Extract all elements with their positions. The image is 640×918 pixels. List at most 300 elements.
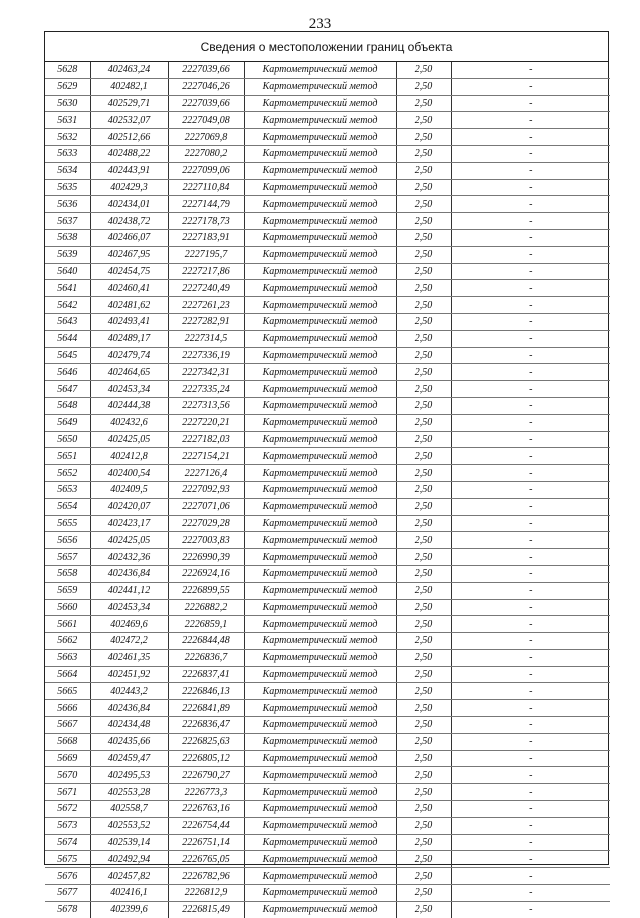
- y-coordinate-cell: 2227342,31: [168, 364, 244, 381]
- table-row: [45, 834, 610, 851]
- y-coordinate-cell: 2227099,06: [168, 162, 244, 179]
- y-coordinate-cell: 2226765,05: [168, 851, 244, 868]
- accuracy-cell: 2,50: [396, 834, 451, 851]
- x-coordinate-cell: 402434,01: [90, 196, 168, 213]
- table-row: [45, 666, 610, 683]
- y-coordinate-cell: 2226836,47: [168, 717, 244, 734]
- point-number-cell: 5644: [45, 330, 90, 347]
- point-number-cell: 5642: [45, 297, 90, 314]
- x-coordinate-cell: 402512,66: [90, 129, 168, 146]
- point-number-cell: 5658: [45, 565, 90, 582]
- accuracy-cell: 2,50: [396, 330, 451, 347]
- accuracy-cell: 2,50: [396, 633, 451, 650]
- point-number-cell: 5677: [45, 885, 90, 902]
- description-cell: -: [451, 280, 610, 297]
- point-number-cell: 5665: [45, 683, 90, 700]
- accuracy-cell: 2,50: [396, 582, 451, 599]
- point-number-cell: 5669: [45, 750, 90, 767]
- method-cell: Картометрический метод: [244, 817, 396, 834]
- description-cell: -: [451, 784, 610, 801]
- description-cell: -: [451, 162, 610, 179]
- point-number-cell: 5632: [45, 129, 90, 146]
- y-coordinate-cell: 2227003,83: [168, 532, 244, 549]
- table-row: [45, 112, 610, 129]
- y-coordinate-cell: 2227336,19: [168, 347, 244, 364]
- description-cell: -: [451, 263, 610, 280]
- accuracy-cell: 2,50: [396, 397, 451, 414]
- description-cell: -: [451, 414, 610, 431]
- method-cell: Картометрический метод: [244, 397, 396, 414]
- description-cell: -: [451, 431, 610, 448]
- method-cell: Картометрический метод: [244, 649, 396, 666]
- y-coordinate-cell: 2227183,91: [168, 229, 244, 246]
- y-coordinate-cell: 2227110,84: [168, 179, 244, 196]
- x-coordinate-cell: 402479,74: [90, 347, 168, 364]
- accuracy-cell: 2,50: [396, 717, 451, 734]
- accuracy-cell: 2,50: [396, 649, 451, 666]
- accuracy-cell: 2,50: [396, 246, 451, 263]
- description-cell: -: [451, 129, 610, 146]
- method-cell: Картометрический метод: [244, 885, 396, 902]
- table-row: [45, 549, 610, 566]
- point-number-cell: 5657: [45, 549, 90, 566]
- point-number-cell: 5675: [45, 851, 90, 868]
- point-number-cell: 5634: [45, 162, 90, 179]
- accuracy-cell: 2,50: [396, 448, 451, 465]
- x-coordinate-cell: 402488,22: [90, 145, 168, 162]
- y-coordinate-cell: 2227182,03: [168, 431, 244, 448]
- accuracy-cell: 2,50: [396, 62, 451, 78]
- accuracy-cell: 2,50: [396, 901, 451, 917]
- description-cell: -: [529, 904, 533, 916]
- table-row: [45, 515, 610, 532]
- table-row: [45, 330, 610, 347]
- accuracy-cell: 2,50: [396, 347, 451, 364]
- accuracy-cell: 2,50: [396, 162, 451, 179]
- table-row: [45, 229, 610, 246]
- accuracy-cell: 2,50: [396, 801, 451, 818]
- description-cell: -: [451, 750, 610, 767]
- x-coordinate-cell: 402412,8: [90, 448, 168, 465]
- y-coordinate-cell: 2226790,27: [168, 767, 244, 784]
- table-row: [45, 851, 610, 868]
- x-coordinate-cell: 402443,91: [90, 162, 168, 179]
- y-coordinate-cell: 2227144,79: [168, 196, 244, 213]
- x-coordinate-cell: 402466,07: [90, 229, 168, 246]
- x-coordinate-cell: 402425,05: [90, 532, 168, 549]
- y-coordinate-cell: 2226836,7: [168, 649, 244, 666]
- y-coordinate-cell: 2226754,44: [168, 817, 244, 834]
- accuracy-cell: 2,50: [396, 313, 451, 330]
- point-number-cell: 5631: [45, 112, 90, 129]
- description-cell: -: [451, 313, 610, 330]
- method-cell: Картометрический метод: [244, 229, 396, 246]
- description-cell: -: [451, 364, 610, 381]
- description-cell: -: [451, 683, 610, 700]
- method-cell: Картометрический метод: [244, 448, 396, 465]
- description-cell: -: [451, 465, 610, 482]
- table-row: [45, 414, 610, 431]
- y-coordinate-cell: 2226846,13: [168, 683, 244, 700]
- point-number-cell: 5633: [45, 145, 90, 162]
- y-coordinate-cell: 2226782,96: [168, 868, 244, 885]
- description-cell: -: [451, 885, 610, 902]
- method-cell: Картометрический метод: [244, 213, 396, 230]
- description-cell: -: [451, 448, 610, 465]
- point-number-cell: 5640: [45, 263, 90, 280]
- y-coordinate-cell: 2227178,73: [168, 213, 244, 230]
- y-coordinate-cell: 2227240,49: [168, 280, 244, 297]
- x-coordinate-cell: 402453,34: [90, 599, 168, 616]
- y-coordinate-cell: 2227049,08: [168, 112, 244, 129]
- coordinates-table: [45, 62, 610, 918]
- x-coordinate-cell: 402435,66: [90, 733, 168, 750]
- x-coordinate-cell: 402529,71: [90, 95, 168, 112]
- y-coordinate-cell: 2227039,66: [168, 95, 244, 112]
- description-cell: -: [451, 297, 610, 314]
- y-coordinate-cell: 2226990,39: [168, 549, 244, 566]
- method-cell: Картометрический метод: [244, 549, 396, 566]
- description-cell: -: [451, 347, 610, 364]
- x-coordinate-cell: 402532,07: [90, 112, 168, 129]
- table-row: [45, 633, 610, 650]
- description-cell: -: [451, 700, 610, 717]
- method-cell: Картометрический метод: [244, 868, 396, 885]
- point-number-cell: 5646: [45, 364, 90, 381]
- description-cell: -: [451, 196, 610, 213]
- description-cell: -: [451, 498, 610, 515]
- y-coordinate-cell: 2227314,5: [168, 330, 244, 347]
- y-coordinate-cell: 2227313,56: [168, 397, 244, 414]
- accuracy-cell: 2,50: [396, 95, 451, 112]
- point-number-cell: 5645: [45, 347, 90, 364]
- x-coordinate-cell: 402416,1: [90, 885, 168, 902]
- x-coordinate-cell: 402443,2: [90, 683, 168, 700]
- table-row: [45, 599, 610, 616]
- accuracy-cell: 2,50: [396, 868, 451, 885]
- description-cell: -: [451, 868, 610, 885]
- y-coordinate-cell: 2227335,24: [168, 381, 244, 398]
- method-cell: Картометрический метод: [244, 481, 396, 498]
- point-number-cell: 5651: [45, 448, 90, 465]
- y-coordinate-cell: 2227126,4: [168, 465, 244, 482]
- y-coordinate-cell: 2226844,48: [168, 633, 244, 650]
- description-cell: -: [451, 179, 610, 196]
- accuracy-cell: 2,50: [396, 683, 451, 700]
- method-cell: Картометрический метод: [244, 62, 396, 78]
- x-coordinate-cell: 402409,5: [90, 481, 168, 498]
- method-cell: Картометрический метод: [244, 179, 396, 196]
- accuracy-cell: 2,50: [396, 481, 451, 498]
- description-cell: -: [451, 649, 610, 666]
- method-cell: Картометрический метод: [244, 700, 396, 717]
- accuracy-cell: 2,50: [396, 213, 451, 230]
- point-number-cell: 5676: [45, 868, 90, 885]
- point-number-cell: 5671: [45, 784, 90, 801]
- point-number-cell: 5668: [45, 733, 90, 750]
- method-cell: Картометрический метод: [244, 330, 396, 347]
- method-cell: Картометрический метод: [244, 95, 396, 112]
- y-coordinate-cell: 2226882,2: [168, 599, 244, 616]
- x-coordinate-cell: 402441,12: [90, 582, 168, 599]
- y-coordinate-cell: 2226812,9: [168, 885, 244, 902]
- accuracy-cell: 2,50: [396, 465, 451, 482]
- method-cell: Картометрический метод: [244, 784, 396, 801]
- table-row: [45, 885, 610, 902]
- coordinates-table-wrap: [45, 62, 608, 918]
- section-title: Сведения о местоположении границ объекта: [45, 32, 608, 62]
- method-cell: Картометрический метод: [244, 599, 396, 616]
- accuracy-cell: 2,50: [396, 532, 451, 549]
- point-number-cell: 5656: [45, 532, 90, 549]
- description-cell: -: [451, 397, 610, 414]
- x-coordinate-cell: 402467,95: [90, 246, 168, 263]
- accuracy-cell: 2,50: [396, 817, 451, 834]
- method-cell: Картометрический метод: [244, 733, 396, 750]
- accuracy-cell: 2,50: [396, 364, 451, 381]
- description-cell: -: [451, 229, 610, 246]
- method-cell: Картометрический метод: [244, 750, 396, 767]
- method-cell: Картометрический метод: [244, 565, 396, 582]
- x-coordinate-cell: 402432,6: [90, 414, 168, 431]
- y-coordinate-cell: 2227092,93: [168, 481, 244, 498]
- table-row: [45, 448, 610, 465]
- point-number-cell: 5629: [45, 78, 90, 95]
- table-row: [45, 129, 610, 146]
- table-row: [45, 179, 610, 196]
- accuracy-cell: 2,50: [396, 515, 451, 532]
- x-coordinate-cell: 402438,72: [90, 213, 168, 230]
- description-cell: -: [451, 565, 610, 582]
- point-number-cell: 5647: [45, 381, 90, 398]
- x-coordinate-cell: 402459,47: [90, 750, 168, 767]
- y-coordinate-cell: 2226924,16: [168, 565, 244, 582]
- point-number-cell: 5635: [45, 179, 90, 196]
- accuracy-cell: 2,50: [396, 179, 451, 196]
- table-row: [45, 297, 610, 314]
- page-number: 233: [308, 16, 332, 32]
- x-coordinate-cell: 402489,17: [90, 330, 168, 347]
- x-coordinate-cell: 402457,82: [90, 868, 168, 885]
- y-coordinate-cell: 2227195,7: [168, 246, 244, 263]
- y-coordinate-cell: 2227080,2: [168, 145, 244, 162]
- method-cell: Картометрический метод: [244, 851, 396, 868]
- table-row: [45, 246, 610, 263]
- table-row: [45, 263, 610, 280]
- method-cell: Картометрический метод: [244, 196, 396, 213]
- x-coordinate-cell: 402420,07: [90, 498, 168, 515]
- table-row: [45, 868, 610, 885]
- method-cell: Картометрический метод: [244, 767, 396, 784]
- point-number-cell: 5673: [45, 817, 90, 834]
- accuracy-cell: 2,50: [396, 885, 451, 902]
- accuracy-cell: 2,50: [396, 431, 451, 448]
- x-coordinate-cell: 402399,6: [90, 901, 168, 917]
- x-coordinate-cell: 402454,75: [90, 263, 168, 280]
- point-number-cell: 5678: [45, 901, 90, 917]
- x-coordinate-cell: 402453,34: [90, 381, 168, 398]
- table-row: [45, 616, 610, 633]
- description-cell: -: [451, 717, 610, 734]
- y-coordinate-cell: 2226899,55: [168, 582, 244, 599]
- y-coordinate-cell: 2227282,91: [168, 313, 244, 330]
- point-number-cell: 5637: [45, 213, 90, 230]
- table-row: [45, 465, 610, 482]
- accuracy-cell: 2,50: [396, 549, 451, 566]
- point-number-cell: 5674: [45, 834, 90, 851]
- accuracy-cell: 2,50: [396, 616, 451, 633]
- point-number-cell: 5650: [45, 431, 90, 448]
- table-row: [45, 801, 610, 818]
- point-number-cell: 5667: [45, 717, 90, 734]
- description-cell: -: [451, 666, 610, 683]
- description-cell: -: [451, 767, 610, 784]
- y-coordinate-cell: 2226773,3: [168, 784, 244, 801]
- y-coordinate-cell: 2227154,21: [168, 448, 244, 465]
- x-coordinate-cell: 402436,84: [90, 700, 168, 717]
- method-cell: Картометрический метод: [244, 616, 396, 633]
- description-cell: -: [451, 95, 610, 112]
- table-row: [45, 213, 610, 230]
- point-number-cell: 5639: [45, 246, 90, 263]
- description-cell: -: [451, 145, 610, 162]
- method-cell: Картометрический метод: [244, 465, 396, 482]
- x-coordinate-cell: 402461,35: [90, 649, 168, 666]
- method-cell: Картометрический метод: [244, 633, 396, 650]
- point-number-cell: 5648: [45, 397, 90, 414]
- y-coordinate-cell: 2227220,21: [168, 414, 244, 431]
- description-cell: -: [451, 599, 610, 616]
- table-row: [45, 397, 610, 414]
- method-cell: Картометрический метод: [244, 834, 396, 851]
- point-number-cell: 5662: [45, 633, 90, 650]
- description-cell: -: [451, 78, 610, 95]
- point-number-cell: 5636: [45, 196, 90, 213]
- method-cell: Картометрический метод: [244, 414, 396, 431]
- table-row: [45, 364, 610, 381]
- table-row: [45, 649, 610, 666]
- y-coordinate-cell: 2226837,41: [168, 666, 244, 683]
- method-cell: Картометрический метод: [244, 381, 396, 398]
- table-row: [45, 95, 610, 112]
- table-row: [45, 700, 610, 717]
- method-cell: Картометрический метод: [244, 532, 396, 549]
- point-number-cell: 5630: [45, 95, 90, 112]
- method-cell: Картометрический метод: [244, 162, 396, 179]
- method-cell: Картометрический метод: [244, 582, 396, 599]
- table-row: [45, 683, 610, 700]
- accuracy-cell: 2,50: [396, 297, 451, 314]
- accuracy-cell: 2,50: [396, 733, 451, 750]
- method-cell: Картометрический метод: [244, 666, 396, 683]
- description-cell: -: [451, 112, 610, 129]
- accuracy-cell: 2,50: [396, 599, 451, 616]
- point-number-cell: 5666: [45, 700, 90, 717]
- table-row: [45, 62, 610, 78]
- accuracy-cell: 2,50: [396, 700, 451, 717]
- table-body: [45, 62, 610, 918]
- method-cell: Картометрический метод: [244, 297, 396, 314]
- accuracy-cell: 2,50: [396, 263, 451, 280]
- y-coordinate-cell: 2227217,86: [168, 263, 244, 280]
- description-cell: -: [451, 515, 610, 532]
- x-coordinate-cell: 402493,41: [90, 313, 168, 330]
- description-cell: -: [451, 633, 610, 650]
- point-number-cell: 5654: [45, 498, 90, 515]
- point-number-cell: 5659: [45, 582, 90, 599]
- table-row: [45, 817, 610, 834]
- table-row: [45, 901, 610, 917]
- method-cell: Картометрический метод: [244, 901, 396, 917]
- table-row: [45, 481, 610, 498]
- point-number-cell: 5649: [45, 414, 90, 431]
- description-cell: -: [451, 851, 610, 868]
- y-coordinate-cell: 2226859,1: [168, 616, 244, 633]
- accuracy-cell: 2,50: [396, 750, 451, 767]
- y-coordinate-cell: 2226751,14: [168, 834, 244, 851]
- method-cell: Картометрический метод: [244, 112, 396, 129]
- method-cell: Картометрический метод: [244, 313, 396, 330]
- y-coordinate-cell: 2227261,23: [168, 297, 244, 314]
- point-number-cell: 5638: [45, 229, 90, 246]
- method-cell: Картометрический метод: [244, 246, 396, 263]
- document-frame: [44, 31, 609, 916]
- point-number-cell: 5641: [45, 280, 90, 297]
- point-number-cell: 5664: [45, 666, 90, 683]
- x-coordinate-cell: 402553,52: [90, 817, 168, 834]
- description-cell: -: [451, 549, 610, 566]
- method-cell: Картометрический метод: [244, 145, 396, 162]
- x-coordinate-cell: 402429,3: [90, 179, 168, 196]
- y-coordinate-cell: 2227039,66: [168, 62, 244, 78]
- accuracy-cell: 2,50: [396, 851, 451, 868]
- description-cell: -: [451, 532, 610, 549]
- description-cell: -: [451, 213, 610, 230]
- table-row: [45, 767, 610, 784]
- table-row: [45, 162, 610, 179]
- table-row: [45, 498, 610, 515]
- description-cell: -: [451, 582, 610, 599]
- x-coordinate-cell: 402425,05: [90, 431, 168, 448]
- table-row: [45, 431, 610, 448]
- accuracy-cell: 2,50: [396, 565, 451, 582]
- table-row: [45, 196, 610, 213]
- x-coordinate-cell: 402464,65: [90, 364, 168, 381]
- description-cell: -: [451, 834, 610, 851]
- y-coordinate-cell: 2227029,28: [168, 515, 244, 532]
- x-coordinate-cell: 402444,38: [90, 397, 168, 414]
- y-coordinate-cell: 2226815,49: [168, 901, 244, 917]
- x-coordinate-cell: 402434,48: [90, 717, 168, 734]
- method-cell: Картометрический метод: [244, 431, 396, 448]
- description-cell: -: [451, 817, 610, 834]
- method-cell: Картометрический метод: [244, 717, 396, 734]
- description-cell: -: [451, 616, 610, 633]
- x-coordinate-cell: 402400,54: [90, 465, 168, 482]
- table-row: [45, 717, 610, 734]
- accuracy-cell: 2,50: [396, 381, 451, 398]
- x-coordinate-cell: 402558,7: [90, 801, 168, 818]
- description-cell: -: [451, 246, 610, 263]
- x-coordinate-cell: 402451,92: [90, 666, 168, 683]
- method-cell: Картометрический метод: [244, 129, 396, 146]
- table-row: [45, 733, 610, 750]
- y-coordinate-cell: 2226763,16: [168, 801, 244, 818]
- description-cell: -: [451, 330, 610, 347]
- point-number-cell: 5655: [45, 515, 90, 532]
- description-cell: -: [451, 381, 610, 398]
- x-coordinate-cell: 402492,94: [90, 851, 168, 868]
